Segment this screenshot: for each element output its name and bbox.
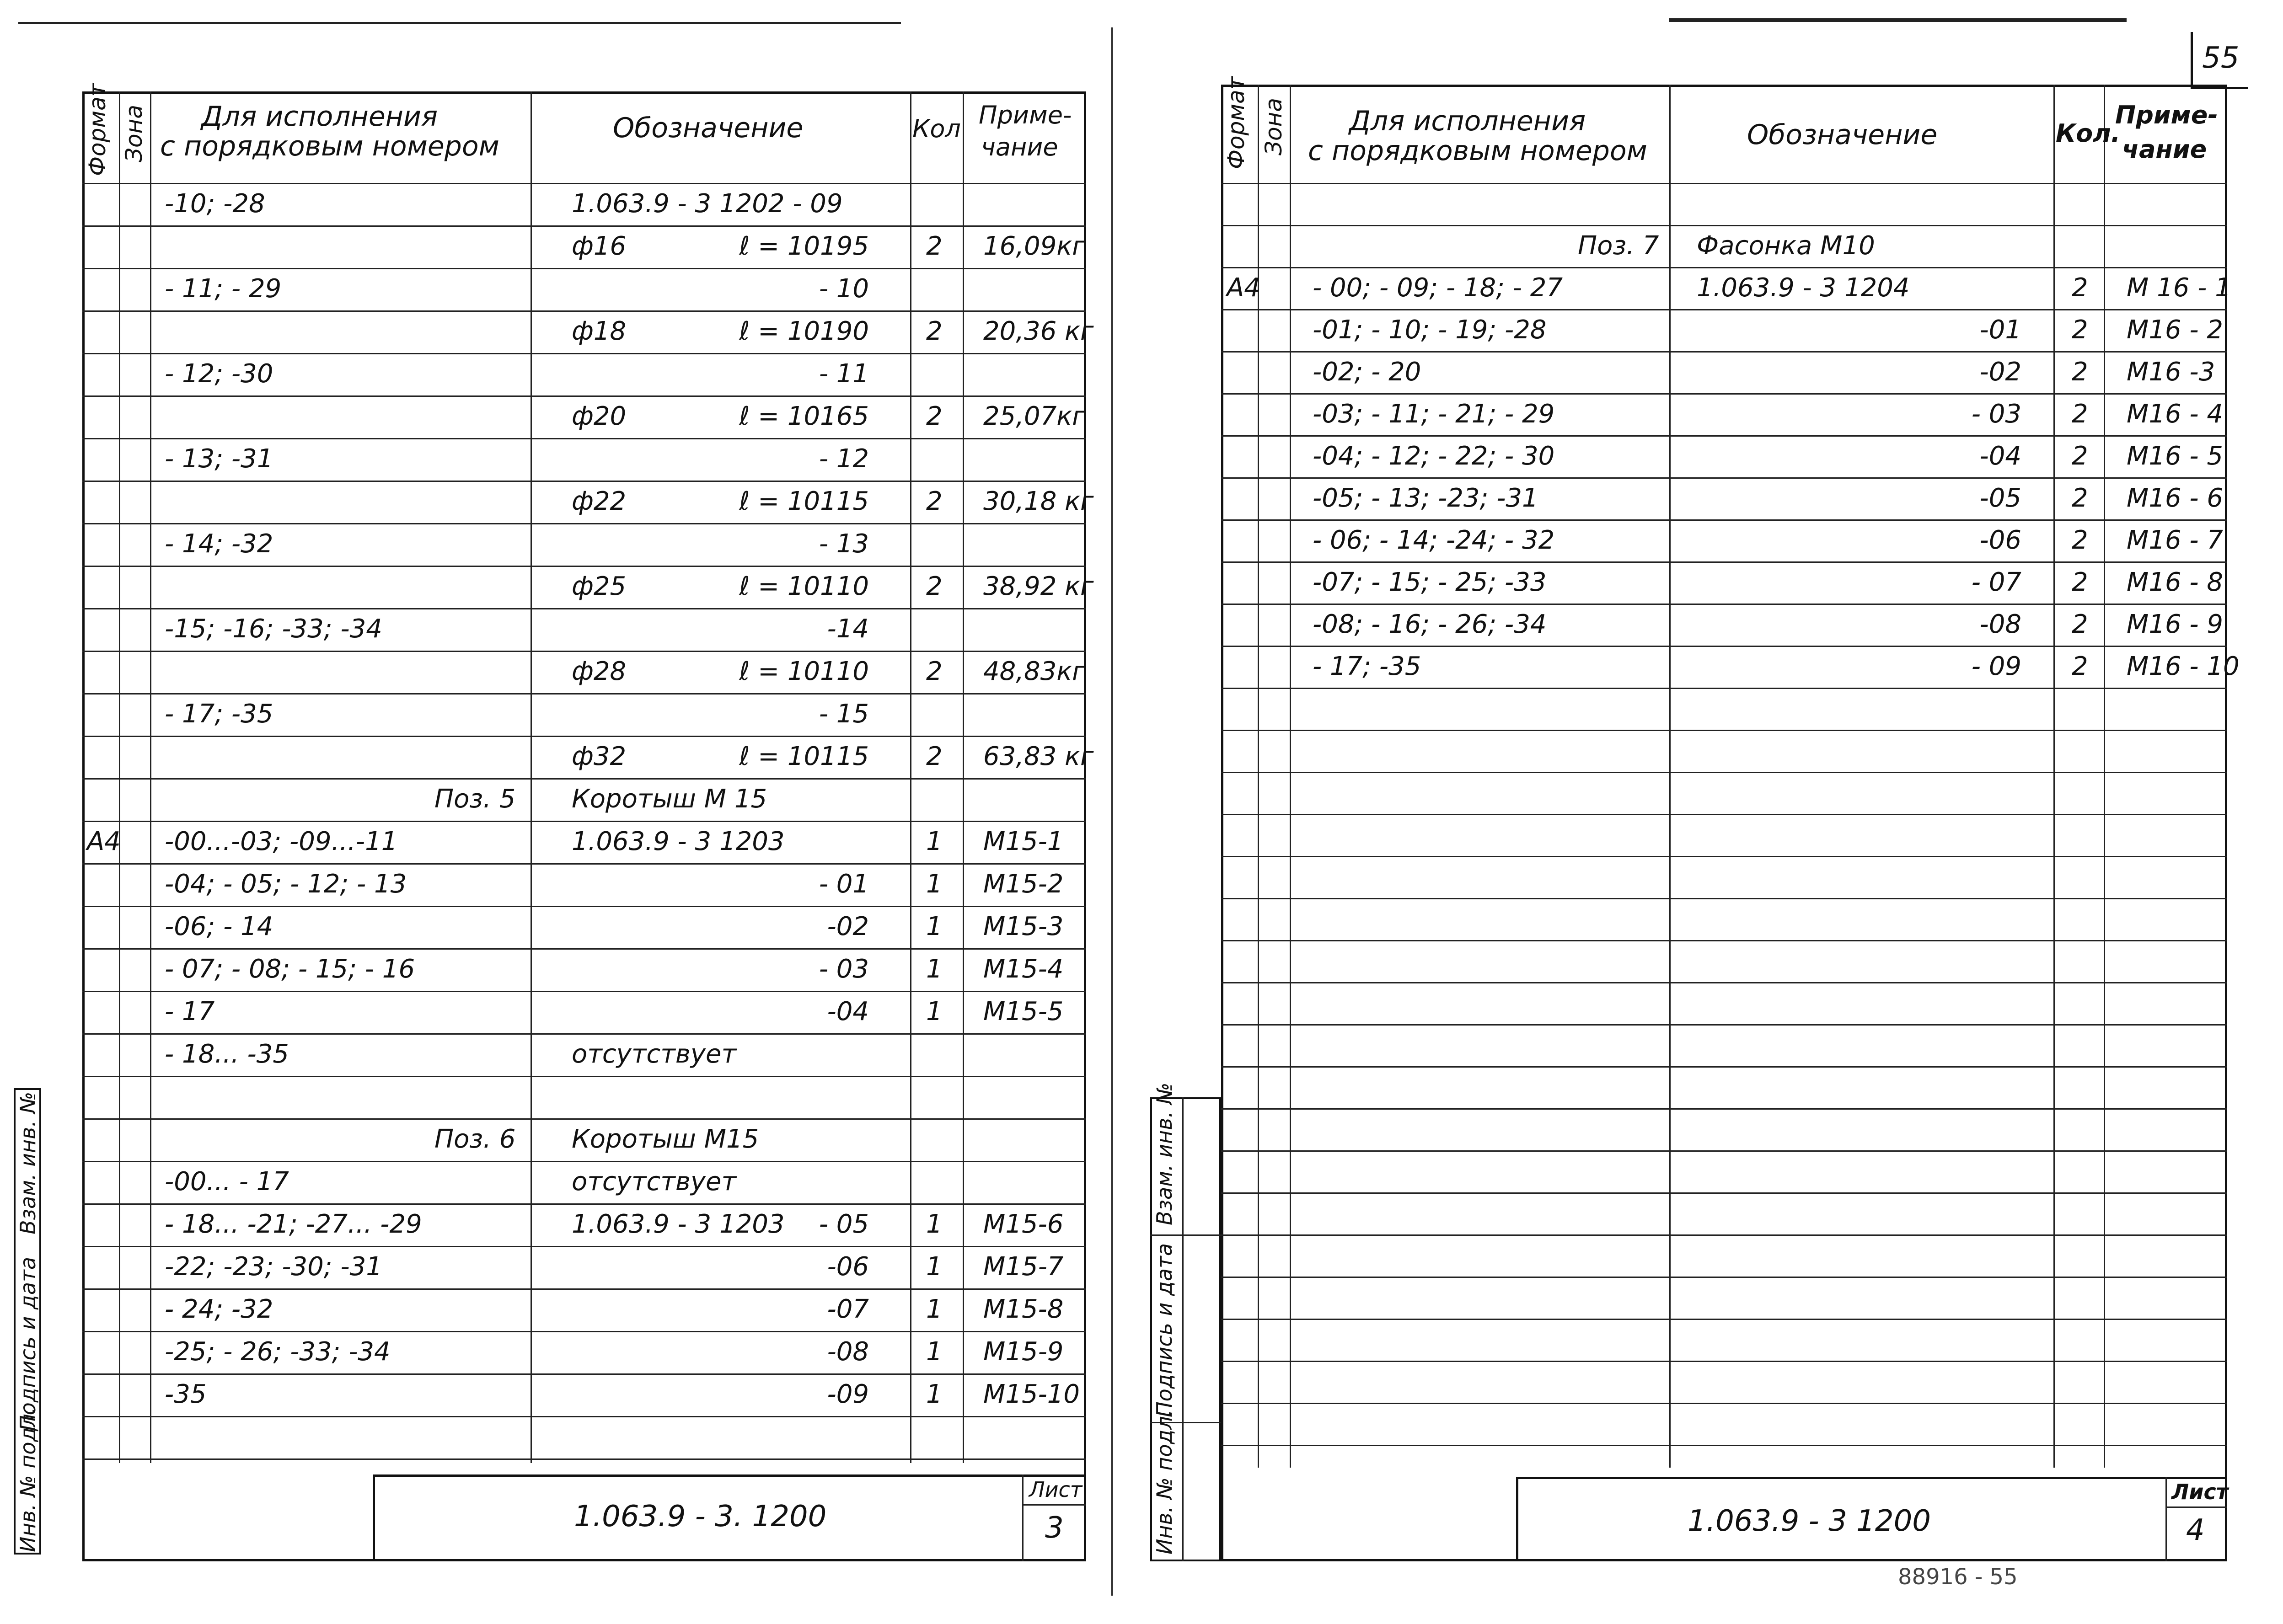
right-empty-row-line — [1221, 1319, 2227, 1320]
right-note-cell: М16 - 2 — [2127, 315, 2224, 345]
left-title-divider — [1022, 1474, 1024, 1561]
right-designation-cell: Фасонка М10 — [1697, 231, 1875, 261]
left-note-cell: 25,07кг — [983, 401, 1086, 431]
right-designation-suffix-cell: -08 — [1979, 609, 2021, 639]
right-empty-row-line — [1221, 1403, 2227, 1404]
left-variant-cell: - 13; -31 — [165, 444, 273, 474]
right-stamp-rule-1 — [1150, 1234, 1221, 1236]
left-designation-cell: отсутствует — [572, 1167, 737, 1197]
left-variant-cell: - 07; - 08; - 15; - 16 — [165, 954, 415, 984]
right-note-cell: М16 - 6 — [2127, 483, 2224, 513]
left-variant-cell: Поз. 6 — [434, 1124, 516, 1154]
left-note-cell: М15-10 — [983, 1379, 1080, 1409]
right-header-designation: Обозначение — [1747, 119, 1938, 151]
left-qty-cell: 2 — [926, 572, 943, 601]
right-header-note-1: Приме- — [2115, 101, 2218, 129]
left-designation-cell: Коротыш М15 — [572, 1124, 759, 1154]
left-row-line — [82, 523, 1086, 524]
left-note-cell: М15-7 — [983, 1252, 1064, 1282]
left-row-line — [82, 863, 1086, 865]
right-header-zone: Зона — [1260, 98, 1287, 155]
right-row-line — [1221, 604, 2227, 605]
left-designation-suffix-cell: - 12 — [819, 444, 869, 474]
right-note-cell: М16 - 10 — [2127, 652, 2240, 681]
left-designation-cell: ф28 — [572, 657, 627, 686]
left-variant-cell: Поз. 5 — [434, 784, 516, 814]
right-qty-cell: 2 — [2072, 525, 2088, 555]
top-rule-right — [1669, 18, 2127, 22]
right-sheet-frame — [1221, 85, 2227, 1561]
left-designation-cell: 1.063.9 - 3 1202 - 09 — [572, 189, 843, 219]
left-row-line — [82, 1246, 1086, 1247]
right-qty-cell: 2 — [2072, 652, 2088, 681]
left-stamp-signature: Подпись и дата — [16, 1256, 40, 1431]
left-qty-cell: 1 — [926, 1379, 943, 1409]
left-header-zone: Зона — [121, 105, 147, 162]
right-variant-cell: Поз. 7 — [1578, 231, 1659, 261]
left-designation-suffix-cell: - 10 — [819, 274, 869, 304]
right-row-line — [1221, 435, 2227, 437]
left-variant-cell: - 17 — [165, 997, 215, 1026]
left-qty-cell: 1 — [926, 827, 943, 856]
right-empty-row-line — [1221, 1445, 2227, 1446]
right-header-format: Формат — [1223, 76, 1249, 169]
left-header-format: Формат — [84, 83, 111, 176]
left-title-sheet-line — [1022, 1504, 1086, 1506]
right-column-line — [1290, 85, 1291, 1468]
left-row-line — [82, 310, 1086, 312]
left-qty-cell: 2 — [926, 316, 943, 346]
left-designation-suffix-cell: -07 — [827, 1294, 869, 1324]
right-empty-row-line — [1221, 772, 2227, 773]
left-designation-cell: отсутствует — [572, 1039, 737, 1069]
right-designation-suffix-cell: -05 — [1979, 483, 2021, 513]
left-note-cell: М15-8 — [983, 1294, 1064, 1324]
left-note-cell: 16,09кг — [983, 231, 1086, 261]
bottom-fragment: 88916 - 55 — [1898, 1564, 2018, 1590]
right-designation-suffix-cell: - 07 — [1971, 567, 2021, 597]
left-designation-suffix-cell: - 11 — [819, 359, 869, 389]
right-note-cell: М16 - 8 — [2127, 567, 2224, 597]
right-designation-cell: 1.063.9 - 3 1204 — [1697, 273, 1910, 303]
right-title-sheet-line — [2165, 1506, 2227, 1508]
left-row-line — [82, 395, 1086, 397]
right-row-line — [1221, 351, 2227, 353]
left-note-cell: М15-4 — [983, 954, 1064, 984]
left-variant-cell: -15; -16; -33; -34 — [165, 614, 382, 644]
left-designation-cell: Коротыш М 15 — [572, 784, 767, 814]
right-column-line — [2053, 85, 2055, 1468]
left-header-note-2: чание — [981, 133, 1058, 161]
right-designation-suffix-cell: -04 — [1979, 441, 2021, 471]
left-note-cell: М15-6 — [983, 1209, 1064, 1239]
left-header-note-1: Приме- — [979, 101, 1072, 129]
page-number: 55 — [2202, 41, 2240, 75]
left-row-line — [82, 1203, 1086, 1205]
left-qty-cell: 1 — [926, 954, 943, 984]
left-row-line — [82, 821, 1086, 822]
right-note-cell: М16 - 5 — [2127, 441, 2224, 471]
left-row-line — [82, 778, 1086, 780]
left-variant-cell: - 12; -30 — [165, 359, 273, 389]
left-row-line — [82, 1288, 1086, 1290]
right-variant-cell: -02; - 20 — [1313, 357, 1421, 387]
right-row-line — [1221, 309, 2227, 310]
right-designation-suffix-cell: - 03 — [1971, 399, 2021, 429]
left-row-line — [82, 268, 1086, 269]
left-row-line — [82, 651, 1086, 652]
left-designation-suffix-cell: - 03 — [819, 954, 869, 984]
right-designation-suffix-cell: -01 — [1979, 315, 2021, 345]
right-empty-row-line — [1221, 730, 2227, 731]
left-designation-cell: ф18 — [572, 316, 627, 346]
left-stamp-inventory: Инв. № подл. — [16, 1407, 40, 1552]
right-empty-row-line — [1221, 1108, 2227, 1110]
left-qty-cell: 1 — [926, 1209, 943, 1239]
left-variant-cell: -35 — [165, 1379, 207, 1409]
left-row-line — [82, 353, 1086, 354]
right-variant-cell: - 00; - 09; - 18; - 27 — [1313, 273, 1563, 303]
left-row-line — [82, 481, 1086, 482]
right-designation-suffix-cell: - 09 — [1971, 652, 2021, 681]
left-row-line — [82, 1076, 1086, 1077]
right-row-line — [1221, 183, 2227, 184]
right-header-note-2: чание — [2122, 135, 2207, 164]
right-note-cell: М16 - 9 — [2127, 609, 2224, 639]
left-variant-cell: -22; -23; -30; -31 — [165, 1252, 382, 1282]
left-variant-cell: - 11; - 29 — [165, 274, 282, 304]
right-title-sheet-label: Лист — [2171, 1480, 2229, 1504]
left-row-line — [82, 1161, 1086, 1162]
right-row-line — [1221, 688, 2227, 689]
right-empty-row-line — [1221, 898, 2227, 899]
left-note-cell: М15-1 — [983, 827, 1064, 856]
right-row-line — [1221, 561, 2227, 563]
left-qty-cell: 1 — [926, 1252, 943, 1282]
right-empty-row-line — [1221, 940, 2227, 941]
right-title-divider — [2165, 1477, 2167, 1561]
center-fold-line — [1111, 27, 1113, 1596]
right-variant-cell: -03; - 11; - 21; - 29 — [1313, 399, 1555, 429]
right-note-cell: М16 - 7 — [2127, 525, 2224, 555]
left-designation-suffix-cell: -14 — [827, 614, 869, 644]
right-row-line — [1221, 477, 2227, 479]
left-row-line — [82, 906, 1086, 907]
left-header-designation: Обозначение — [613, 112, 804, 144]
left-variant-cell: - 14; -32 — [165, 529, 273, 559]
left-designation-suffix-cell: ℓ = 10110 — [739, 657, 869, 686]
left-variant-cell: -04; - 05; - 12; - 13 — [165, 869, 407, 899]
left-qty-cell: 1 — [926, 1294, 943, 1324]
right-qty-cell: 2 — [2072, 567, 2088, 597]
left-note-cell: М15-9 — [983, 1337, 1064, 1367]
left-title-code: 1.063.9 - 3. 1200 — [574, 1500, 827, 1533]
right-stamp-signature: Подпись и дата — [1152, 1243, 1177, 1417]
left-designation-suffix-cell: - 15 — [819, 699, 869, 729]
left-designation-suffix-cell: -06 — [827, 1252, 869, 1282]
left-note-cell: 63,83 кг — [983, 742, 1094, 771]
right-note-cell: М16 - 4 — [2127, 399, 2224, 429]
right-format-cell: А4 — [1227, 273, 1260, 303]
right-row-line — [1221, 519, 2227, 521]
left-variant-cell: -10; -28 — [165, 189, 265, 219]
right-empty-row-line — [1221, 1150, 2227, 1152]
right-qty-cell: 2 — [2072, 315, 2088, 345]
right-empty-row-line — [1221, 1192, 2227, 1194]
left-stamp-replace: Взам. инв. № — [16, 1091, 40, 1234]
right-stamp-replace: Взам. инв. № — [1152, 1082, 1177, 1225]
left-qty-cell: 2 — [926, 401, 943, 431]
right-row-line — [1221, 267, 2227, 268]
right-column-line — [1669, 85, 1671, 1468]
left-variant-cell: - 18... -35 — [165, 1039, 289, 1069]
left-variant-cell: -00... - 17 — [165, 1167, 289, 1197]
left-column-line — [150, 91, 151, 1463]
left-row-line — [82, 1033, 1086, 1035]
right-note-cell: М 16 - 1 — [2127, 273, 2231, 303]
left-row-line — [82, 1373, 1086, 1375]
left-row-line — [82, 183, 1086, 184]
left-variant-cell: - 18... -21; -27... -29 — [165, 1209, 422, 1239]
left-title-sheet-number: 3 — [1045, 1511, 1064, 1545]
right-row-line — [1221, 225, 2227, 226]
right-title-sheet-number: 4 — [2186, 1513, 2205, 1547]
left-format-cell: А4 — [87, 827, 121, 856]
left-note-cell: М15-3 — [983, 912, 1064, 941]
right-qty-cell: 2 — [2072, 399, 2088, 429]
right-row-line — [1221, 393, 2227, 395]
left-designation-cell: ф16 — [572, 231, 627, 261]
left-designation-suffix-cell: ℓ = 10115 — [739, 486, 869, 516]
right-designation-suffix-cell: -02 — [1979, 357, 2021, 387]
left-row-line — [82, 1458, 1086, 1460]
left-note-cell: 20,36 кг — [983, 316, 1094, 346]
right-note-cell: М16 -3 — [2127, 357, 2215, 387]
right-empty-row-line — [1221, 1066, 2227, 1068]
right-variant-cell: - 17; -35 — [1313, 652, 1421, 681]
left-qty-cell: 1 — [926, 997, 943, 1026]
left-qty-cell: 2 — [926, 486, 943, 516]
left-designation-suffix-cell: - 05 — [819, 1209, 869, 1239]
left-variant-cell: - 24; -32 — [165, 1294, 273, 1324]
left-column-line — [119, 91, 120, 1463]
left-note-cell: 30,18 кг — [983, 486, 1094, 516]
left-designation-cell: ф22 — [572, 486, 627, 516]
left-row-line — [82, 566, 1086, 567]
left-column-line — [910, 91, 911, 1463]
left-column-line — [963, 91, 964, 1463]
right-qty-cell: 2 — [2072, 441, 2088, 471]
left-variant-cell: -06; - 14 — [165, 912, 273, 941]
left-row-line — [82, 438, 1086, 439]
left-note-cell: 38,92 кг — [983, 572, 1094, 601]
left-designation-suffix-cell: ℓ = 10110 — [739, 572, 869, 601]
right-header-variant-1: Для исполнения — [1349, 105, 1586, 137]
left-designation-suffix-cell: -09 — [827, 1379, 869, 1409]
left-row-line — [82, 225, 1086, 227]
left-designation-suffix-cell: -02 — [827, 912, 869, 941]
left-designation-cell: 1.063.9 - 3 1203 — [572, 827, 785, 856]
left-designation-suffix-cell: ℓ = 10195 — [739, 231, 869, 261]
right-variant-cell: -08; - 16; - 26; -34 — [1313, 609, 1547, 639]
left-note-cell: М15-2 — [983, 869, 1064, 899]
right-stamp-inventory: Инв. № подл. — [1152, 1409, 1177, 1555]
left-designation-suffix-cell: -04 — [827, 997, 869, 1026]
right-qty-cell: 2 — [2072, 609, 2088, 639]
right-variant-cell: -04; - 12; - 22; - 30 — [1313, 441, 1555, 471]
left-variant-cell: -25; - 26; -33; -34 — [165, 1337, 391, 1367]
left-designation-cell: ф25 — [572, 572, 627, 601]
left-qty-cell: 1 — [926, 912, 943, 941]
right-row-line — [1221, 646, 2227, 647]
right-variant-cell: -01; - 10; - 19; -28 — [1313, 315, 1547, 345]
left-designation-suffix-cell: -08 — [827, 1337, 869, 1367]
left-column-line — [531, 91, 532, 1463]
right-qty-cell: 2 — [2072, 273, 2088, 303]
left-variant-cell: - 17; -35 — [165, 699, 273, 729]
right-stamp-divider — [1182, 1097, 1184, 1561]
left-row-line — [82, 736, 1086, 737]
right-empty-row-line — [1221, 814, 2227, 815]
right-variant-cell: - 06; - 14; -24; - 32 — [1313, 525, 1555, 555]
left-designation-suffix-cell: - 13 — [819, 529, 869, 559]
left-row-line — [82, 693, 1086, 694]
right-header-variant-2: с порядковым номером — [1308, 135, 1647, 167]
left-row-line — [82, 991, 1086, 992]
right-column-line — [2104, 85, 2105, 1468]
right-empty-row-line — [1221, 856, 2227, 857]
right-designation-suffix-cell: -06 — [1979, 525, 2021, 555]
right-qty-cell: 2 — [2072, 483, 2088, 513]
left-row-line — [82, 608, 1086, 609]
left-header-variant-1: Для исполнения — [201, 101, 438, 133]
top-rule-left — [18, 22, 901, 24]
left-qty-cell: 2 — [926, 742, 943, 771]
left-header-qty: Кол — [912, 114, 961, 143]
right-header-qty: Кол. — [2056, 119, 2121, 148]
left-designation-suffix-cell: ℓ = 10190 — [739, 316, 869, 346]
left-header-variant-2: с порядковым номером — [160, 130, 499, 162]
left-row-line — [82, 948, 1086, 950]
left-qty-cell: 1 — [926, 1337, 943, 1367]
right-empty-row-line — [1221, 1024, 2227, 1026]
left-designation-suffix-cell: ℓ = 10115 — [739, 742, 869, 771]
right-empty-row-line — [1221, 1234, 2227, 1236]
left-row-line — [82, 1331, 1086, 1332]
left-note-cell: М15-5 — [983, 997, 1064, 1026]
left-designation-cell: ф32 — [572, 742, 627, 771]
left-designation-suffix-cell: ℓ = 10165 — [739, 401, 869, 431]
left-qty-cell: 2 — [926, 231, 943, 261]
left-title-sheet-label: Лист — [1029, 1477, 1083, 1502]
left-row-line — [82, 1118, 1086, 1120]
left-variant-cell: -00...-03; -09...-11 — [165, 827, 398, 856]
right-empty-row-line — [1221, 1277, 2227, 1278]
left-qty-cell: 2 — [926, 657, 943, 686]
left-note-cell: 48,83кг — [983, 657, 1086, 686]
left-qty-cell: 1 — [926, 869, 943, 899]
right-title-code: 1.063.9 - 3 1200 — [1688, 1504, 1931, 1538]
right-empty-row-line — [1221, 1361, 2227, 1362]
left-designation-cell: 1.063.9 - 3 1203 — [572, 1209, 785, 1239]
right-variant-cell: -05; - 13; -23; -31 — [1313, 483, 1538, 513]
left-row-line — [82, 1416, 1086, 1417]
right-empty-row-line — [1221, 982, 2227, 983]
left-designation-cell: ф20 — [572, 401, 627, 431]
right-qty-cell: 2 — [2072, 357, 2088, 387]
right-variant-cell: -07; - 15; - 25; -33 — [1313, 567, 1547, 597]
left-designation-suffix-cell: - 01 — [819, 869, 869, 899]
